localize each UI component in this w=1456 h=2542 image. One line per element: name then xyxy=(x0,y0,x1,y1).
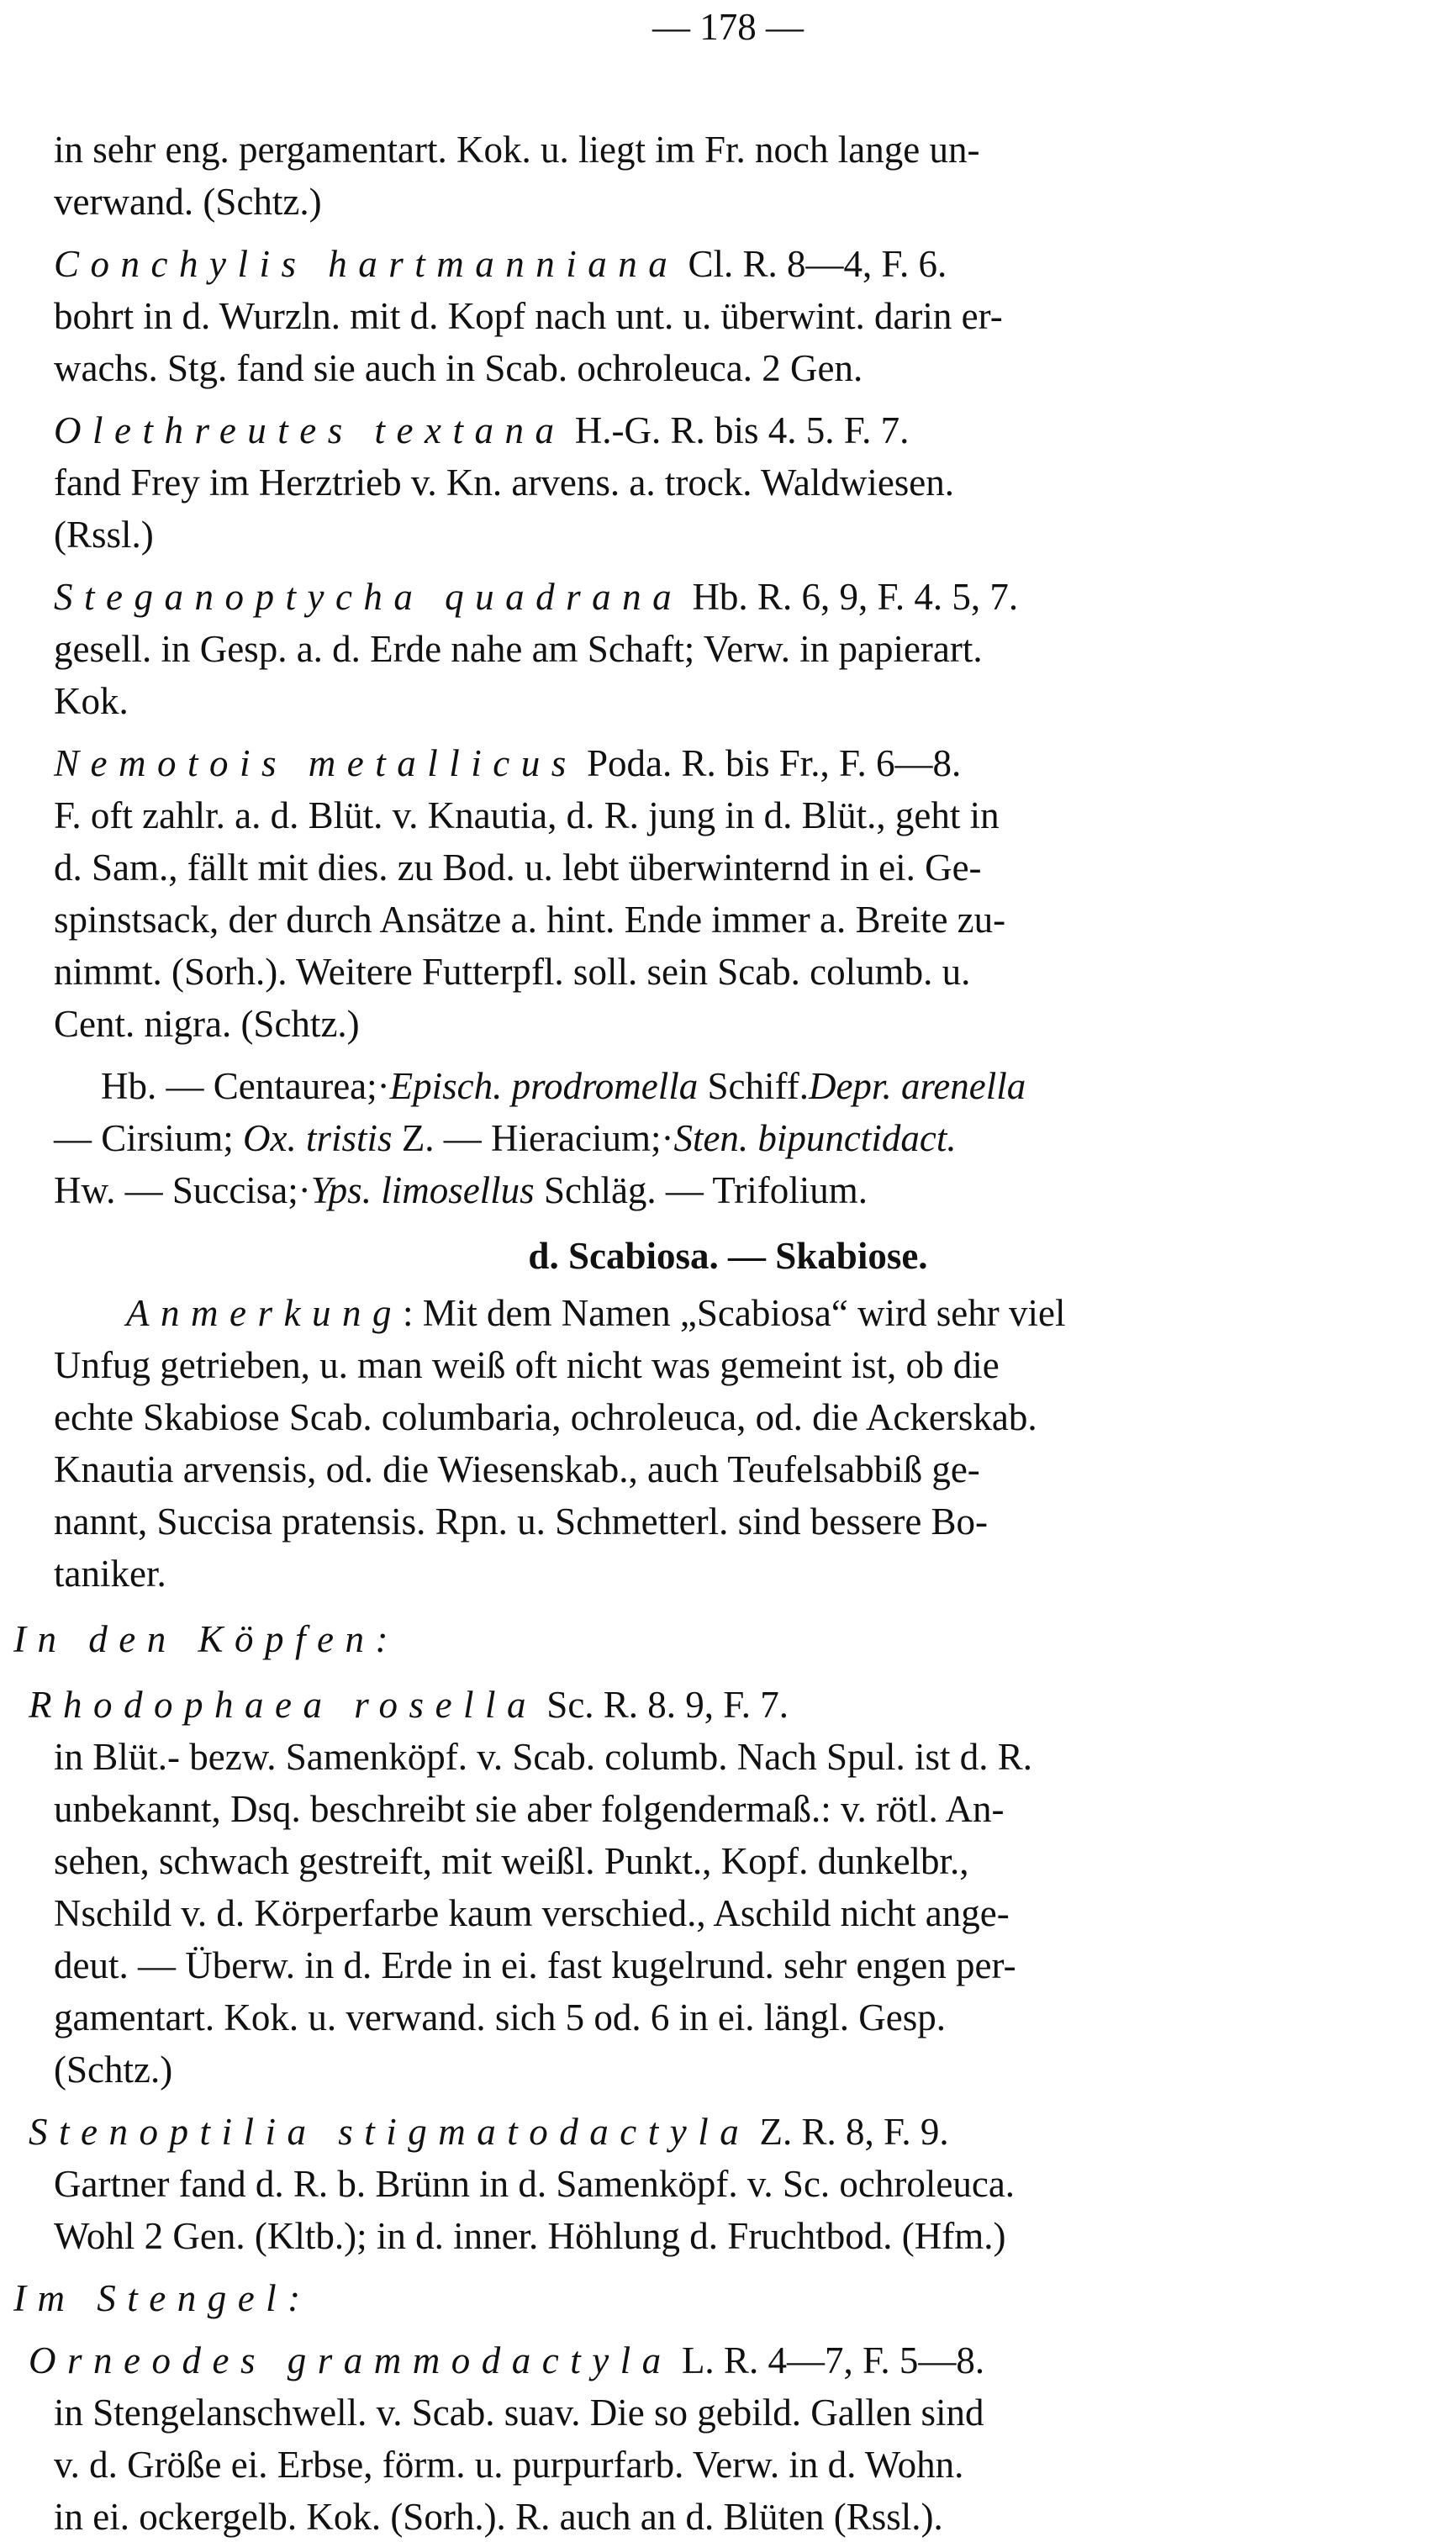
text-run: F. oft zahlr. a. d. Blüt. v. Knautia, d. R. jung in d. Blüt., geht in xyxy=(54,794,1000,836)
text-line xyxy=(54,2492,943,2542)
text-run: Cl. R. 8—4, F. 6. xyxy=(678,243,947,285)
text-line xyxy=(13,1614,399,1664)
text-run: Wohl 2 Gen. (Kltb.); in d. inner. Höhlung d. Fruchtbod. (Hfm.) xyxy=(54,2215,1006,2257)
text-line xyxy=(54,1113,957,1163)
text-line xyxy=(54,1392,1037,1442)
text-line xyxy=(54,405,909,456)
text-run: Nschild v. d. Körperfarbe kaum verschied., Aschild nicht ange- xyxy=(54,1892,1010,1934)
text-line xyxy=(54,1548,166,1599)
text-line xyxy=(13,2273,312,2323)
text-run: gesell. in Gesp. a. d. Erde nahe am Schaft; Verw. in papierart. xyxy=(54,628,983,670)
text-line xyxy=(54,1784,1005,1834)
text-line xyxy=(29,2335,984,2386)
text-run: (Schtz.) xyxy=(54,2049,173,2091)
text-line xyxy=(54,894,1005,945)
text-line xyxy=(29,2107,949,2157)
text-line xyxy=(54,2159,1015,2209)
text-run: Sc. R. 8. 9, F. 7. xyxy=(537,1684,789,1726)
text-run: Cent. nigra. (Schtz.) xyxy=(54,1003,360,1045)
section-heading: d. Scabiosa. — Skabiose. xyxy=(528,1235,928,1277)
text-line xyxy=(54,1444,980,1495)
text-run: Gartner fand d. R. b. Brünn in d. Samenköpf. v. Sc. ochroleuca. xyxy=(54,2163,1016,2205)
text-run: : Mit dem Namen „Scabiosa“ wird sehr viel xyxy=(402,1292,1066,1334)
text-line xyxy=(29,1680,789,1730)
text-line xyxy=(54,457,954,508)
text-run: Z. R. 8, F. 9. xyxy=(750,2111,949,2153)
text-run: verwand. (Schtz.) xyxy=(54,181,322,223)
text-line xyxy=(54,1888,1010,1938)
text-run: nimmt. (Sorh.). Weitere Futterpfl. soll. sein Scab. columb. u. xyxy=(54,951,971,993)
species-name: In den Köpfen: xyxy=(13,1618,399,1660)
text-run: in Stengelanschwell. v. Scab. suav. Die so gebild. Gallen sind xyxy=(54,2392,984,2434)
text-run: wachs. Stg. fand sie auch in Scab. ochroleuca. 2 Gen. xyxy=(54,347,863,389)
text-line xyxy=(54,2439,963,2490)
text-run: v. d. Größe ei. Erbse, förm. u. purpurfarb. Verw. in d. Wohn. xyxy=(54,2444,964,2486)
text-line xyxy=(54,1992,946,2043)
species-name: Olethreutes textana xyxy=(54,409,566,451)
italic-name: Episch. prodromella xyxy=(389,1065,699,1107)
text-line xyxy=(54,1836,969,1886)
text-run: (Rssl.) xyxy=(54,514,154,556)
text-line xyxy=(54,738,961,788)
text-line xyxy=(54,2387,984,2438)
text-line xyxy=(54,842,982,893)
text-line xyxy=(54,1496,988,1547)
text-run: Hw. — Succisa;· xyxy=(54,1169,311,1211)
text-line xyxy=(54,2211,1006,2261)
italic-name: Depr. arenella xyxy=(808,1065,1026,1107)
text-run: fand Frey im Herztrieb v. Kn. arvens. a. trock. Waldwiesen. xyxy=(54,461,955,504)
text-run: gamentart. Kok. u. verwand. sich 5 od. 6 in ei. längl. Gesp. xyxy=(54,1996,947,2038)
italic-name: Yps. limosellus xyxy=(310,1169,535,1211)
text-line xyxy=(54,676,129,726)
text-line xyxy=(54,2044,172,2095)
text-run: Knautia arvensis, od. die Wiesenskab., auch Teufelsabbiß ge- xyxy=(54,1448,980,1490)
text-line xyxy=(54,790,1000,841)
text-run: Hb. — Centaurea;· xyxy=(101,1065,390,1107)
text-run: — Cirsium; xyxy=(54,1117,244,1159)
text-run: in sehr eng. pergamentart. Kok. u. liegt im Fr. noch lange un- xyxy=(54,129,980,171)
text-run: Kok. xyxy=(54,680,129,722)
text-line xyxy=(54,1732,1032,1782)
text-line xyxy=(54,291,1003,341)
text-run: unbekannt, Dsq. beschreibt sie aber folgendermaß.: v. rötl. An- xyxy=(54,1788,1005,1830)
text-run: Schläg. — Trifolium. xyxy=(534,1169,868,1211)
text-run: deut. — Überw. in d. Erde in ei. fast kugelrund. sehr engen per- xyxy=(54,1944,1016,1986)
text-run: L. R. 4—7, F. 5—8. xyxy=(672,2339,985,2381)
text-run: taniker. xyxy=(54,1553,166,1595)
text-run: H.-G. R. bis 4. 5. F. 7. xyxy=(565,409,910,451)
species-name: Rhodophaea rosella xyxy=(29,1684,538,1726)
text-run: bohrt in d. Wurzln. mit d. Kopf nach unt. u. überwint. darin er- xyxy=(54,295,1003,337)
italic-name: Ox. tristis xyxy=(243,1117,393,1159)
text-line xyxy=(54,624,983,674)
text-line xyxy=(126,1288,1066,1338)
page-number: — 178 — xyxy=(652,6,804,48)
text-run: in Blüt.- bezw. Samenköpf. v. Scab. columb. Nach Spul. ist d. R. xyxy=(54,1736,1033,1778)
text-run: d. Sam., fällt mit dies. zu Bod. u. lebt überwinternd in ei. Ge- xyxy=(54,846,982,889)
text-line xyxy=(101,1061,1026,1111)
text-run: Hb. R. 6, 9, F. 4. 5, 7. xyxy=(683,576,1019,618)
text-run: in ei. ockergelb. Kok. (Sorh.). R. auch an d. Blüten (Rssl.). xyxy=(54,2496,943,2538)
species-name: Nemotois metallicus xyxy=(54,742,578,784)
text-line xyxy=(54,509,154,560)
text-line xyxy=(54,1165,868,1216)
text-line xyxy=(54,177,322,227)
species-name: Anmerkung xyxy=(126,1292,403,1334)
text-line xyxy=(54,1940,1016,1991)
text-line xyxy=(54,572,1018,622)
text-line xyxy=(54,239,947,289)
text-run: Poda. R. bis Fr., F. 6—8. xyxy=(577,742,962,784)
text-line xyxy=(54,343,863,393)
italic-name: Sten. bipunctidact. xyxy=(673,1117,957,1159)
text-run: spinstsack, der durch Ansätze a. hint. Ende immer a. Breite zu- xyxy=(54,899,1006,941)
species-name: Orneodes grammodactyla xyxy=(29,2339,673,2381)
text-run: echte Skabiose Scab. columbaria, ochroleuca, od. die Ackerskab. xyxy=(54,1396,1037,1438)
species-name: Stenoptilia stigmatodactyla xyxy=(29,2111,751,2153)
text-run: Schiff. xyxy=(698,1065,809,1107)
text-line xyxy=(54,947,970,997)
text-run: nannt, Succisa pratensis. Rpn. u. Schmetterl. sind bessere Bo- xyxy=(54,1500,989,1543)
text-run: Unfug getrieben, u. man weiß oft nicht was gemeint ist, ob die xyxy=(54,1344,1000,1386)
text-line xyxy=(54,999,360,1049)
species-name: Conchylis hartmanniana xyxy=(54,243,679,285)
text-line xyxy=(0,1231,1456,1281)
text-run: sehen, schwach gestreift, mit weißl. Punkt., Kopf. dunkelbr., xyxy=(54,1840,969,1882)
text-line xyxy=(54,1340,1000,1390)
text-run: Z. — Hieracium;· xyxy=(392,1117,674,1159)
text-line xyxy=(54,124,979,175)
species-name: Im Stengel: xyxy=(13,2277,312,2319)
species-name: Steganoptycha quadrana xyxy=(54,576,683,618)
